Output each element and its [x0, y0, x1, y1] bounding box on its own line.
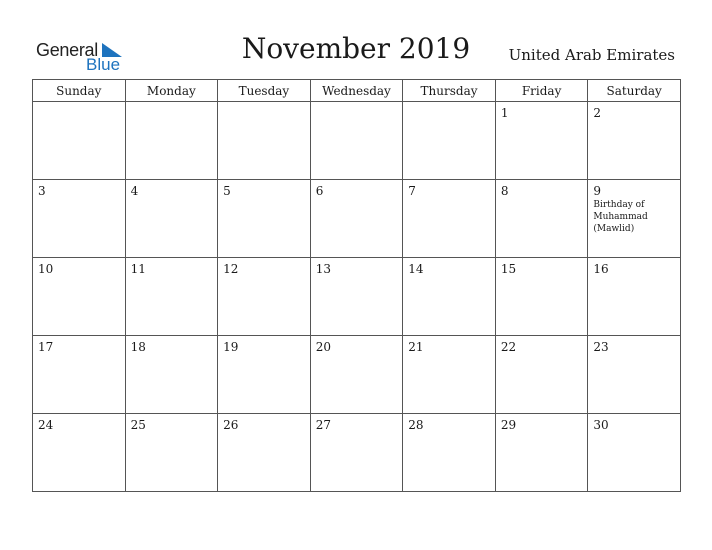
weekday-header: Saturday: [588, 80, 681, 102]
day-number: 13: [315, 262, 331, 276]
day-cell: [495, 336, 588, 414]
day-number: 23: [593, 340, 609, 354]
day-number: 9: [593, 184, 602, 198]
day-number: 30: [593, 418, 609, 432]
week-row: [33, 180, 681, 258]
day-cell: [588, 180, 681, 258]
day-cell: [495, 258, 588, 336]
day-cell: [125, 336, 218, 414]
day-cell: [125, 258, 218, 336]
day-number: 17: [38, 340, 54, 354]
day-cell: [125, 414, 218, 492]
weekday-header: Tuesday: [218, 80, 311, 102]
day-cell: [403, 336, 496, 414]
day-number: 26: [223, 418, 239, 432]
day-number: 3: [38, 184, 46, 198]
day-number: 10: [38, 262, 54, 276]
day-cell: [310, 258, 403, 336]
logo-text-general: General: [36, 40, 98, 60]
day-number: 12: [223, 262, 239, 276]
day-cell: [218, 102, 311, 180]
day-cell: [588, 102, 681, 180]
day-cell: [33, 102, 126, 180]
day-number: 1: [500, 106, 509, 120]
day-number: 22: [500, 340, 517, 354]
day-number: 7: [408, 184, 416, 198]
day-cell: [33, 258, 126, 336]
page-title: November 2019: [241, 32, 471, 65]
day-cell: [495, 180, 588, 258]
day-cell: [218, 180, 311, 258]
day-cell: [588, 336, 681, 414]
weekday-header: Thursday: [403, 80, 496, 102]
day-cell: [33, 180, 126, 258]
day-cell: [310, 414, 403, 492]
day-number: 25: [130, 418, 146, 432]
country-label: United Arab Emirates: [508, 46, 675, 64]
day-cell: [403, 102, 496, 180]
weekday-header: Friday: [495, 80, 588, 102]
week-row: [33, 336, 681, 414]
day-cell: [33, 414, 126, 492]
day-cell: [310, 336, 403, 414]
weekday-header: Wednesday: [310, 80, 403, 102]
day-cell: [495, 102, 588, 180]
week-row: [33, 414, 681, 492]
day-number: 4: [130, 184, 139, 198]
day-number: 27: [315, 418, 331, 432]
day-number: 15: [500, 262, 517, 276]
day-number: 16: [593, 262, 609, 276]
day-cell: [495, 414, 588, 492]
holiday-label: Birthday of Muhammad (Mawlid): [593, 200, 648, 234]
day-cell: [403, 258, 496, 336]
weekday-header-row: [33, 80, 681, 102]
day-cell: [33, 336, 126, 414]
day-number: 29: [500, 418, 517, 432]
day-cell: [310, 180, 403, 258]
day-number: 28: [408, 418, 424, 432]
day-number: 5: [223, 184, 231, 198]
day-cell: [403, 414, 496, 492]
day-number: 14: [408, 262, 424, 276]
day-number: 20: [315, 340, 331, 354]
day-cell: [218, 336, 311, 414]
day-number: 6: [315, 184, 324, 198]
day-cell: [588, 414, 681, 492]
week-row: [33, 258, 681, 336]
day-cell: [218, 258, 311, 336]
weekday-header: Monday: [125, 80, 218, 102]
day-number: 2: [593, 106, 602, 120]
day-cell: [218, 414, 311, 492]
day-number: 11: [130, 262, 146, 276]
calendar-grid: [32, 79, 681, 492]
day-cell: [125, 180, 218, 258]
weekday-header: Sunday: [33, 80, 126, 102]
day-number: 8: [500, 184, 509, 198]
day-cell: [403, 180, 496, 258]
day-number: 18: [130, 340, 146, 354]
day-cell: [310, 102, 403, 180]
day-number: 19: [223, 340, 239, 354]
day-cell: [125, 102, 218, 180]
week-row: [33, 102, 681, 180]
day-number: 21: [408, 340, 424, 354]
day-number: 24: [38, 418, 54, 432]
day-cell: [588, 258, 681, 336]
logo-text-blue: Blue: [86, 55, 121, 74]
